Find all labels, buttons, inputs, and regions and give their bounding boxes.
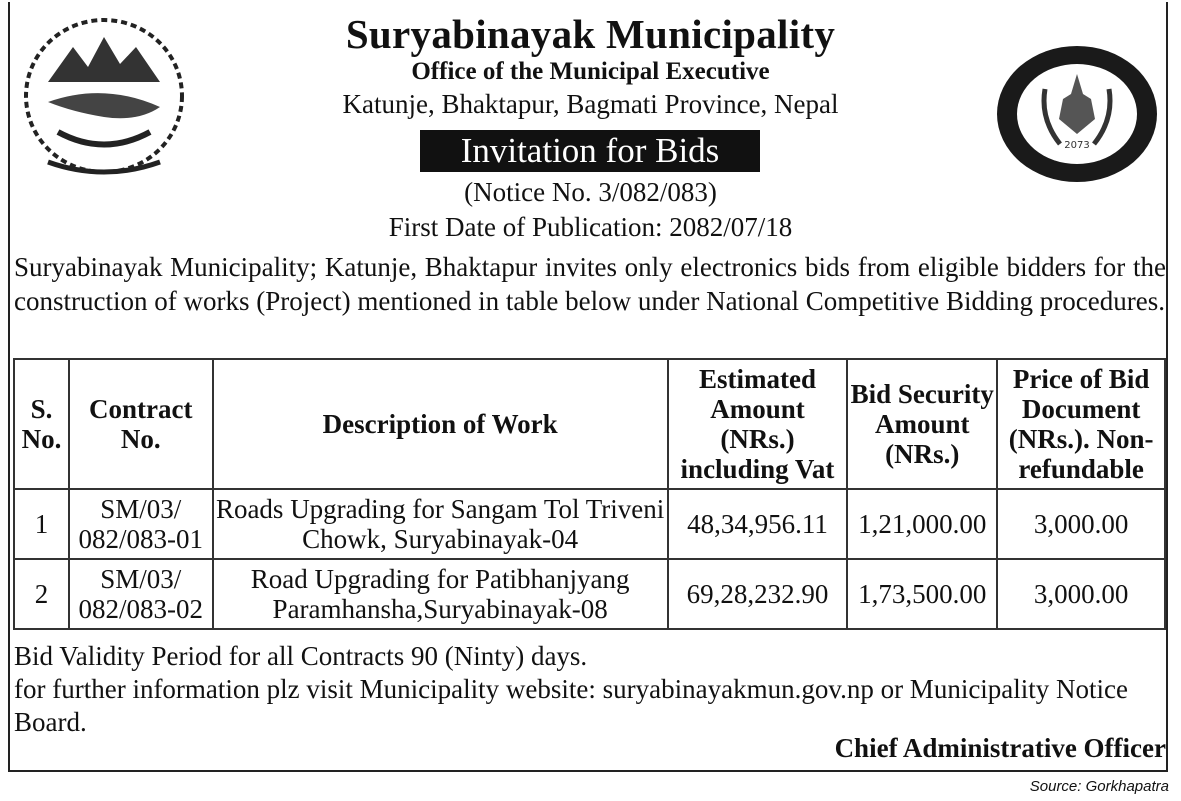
table-row (14, 489, 1165, 559)
table-header-row (14, 359, 1165, 489)
bids-table (13, 358, 1166, 630)
bid-validity: Bid Validity Period for all Contracts 90 (Ninty) days. (14, 641, 588, 671)
header-contract-no: Contract No. (69, 359, 213, 489)
cell-contract-no: SM/03/ 082/083-02 (69, 559, 213, 629)
cell-description: Road Upgrading for Patibhanjyang Paramhansha,Suryabinayak-08 (213, 559, 668, 629)
cell-estimated-amount: 48,34,956.11 (668, 489, 848, 559)
office-subtitle: Office of the Municipal Executive (411, 58, 770, 85)
cell-contract-no: SM/03/ 082/083-01 (69, 489, 213, 559)
notice-number: (Notice No. 3/082/083) (464, 177, 717, 207)
cell-sno: 1 (14, 489, 69, 559)
cell-sno: 2 (14, 559, 69, 629)
cell-estimated-amount: 69,28,232.90 (668, 559, 848, 629)
address: Katunje, Bhaktapur, Bagmati Province, Nepal (342, 89, 839, 119)
cell-description: Roads Upgrading for Sangam Tol Triveni Chowk, Suryabinayak-04 (213, 489, 668, 559)
municipality-title: Suryabinayak Municipality (345, 11, 836, 57)
notice-banner: Invitation for Bids (420, 130, 760, 172)
intro-paragraph: Suryabinayak Municipality; Katunje, Bhaktapur invites only electronics bids from eligible bidders for the construction of works (Project) mentioned in table below under National Competitive Bidding procedures. (14, 252, 1166, 316)
header-sno: S. No. (14, 359, 69, 489)
source-credit: Source: Gorkhapatra (1029, 778, 1169, 795)
header-bid-document-price: Price of Bid Document (NRs.). Non-refundable (997, 359, 1165, 489)
svg-text:2073: 2073 (1064, 140, 1090, 151)
further-info: for further information plz visit Municipality website: suryabinayakmun.gov.np or Municipality Notice Board. (14, 674, 1129, 737)
publication-date: First Date of Publication: 2082/07/18 (388, 212, 793, 242)
cell-bid-document-price: 3,000.00 (997, 489, 1165, 559)
header-estimated-amount: Estimated Amount (NRs.) including Vat (668, 359, 848, 489)
signatory: Chief Administrative Officer (834, 733, 1166, 763)
header-description: Description of Work (213, 359, 668, 489)
table-row (14, 559, 1165, 629)
cell-bid-security: 1,73,500.00 (847, 559, 997, 629)
cell-bid-security: 1,21,000.00 (847, 489, 997, 559)
header-bid-security: Bid Security Amount (NRs.) (847, 359, 997, 489)
cell-bid-document-price: 3,000.00 (997, 559, 1165, 629)
